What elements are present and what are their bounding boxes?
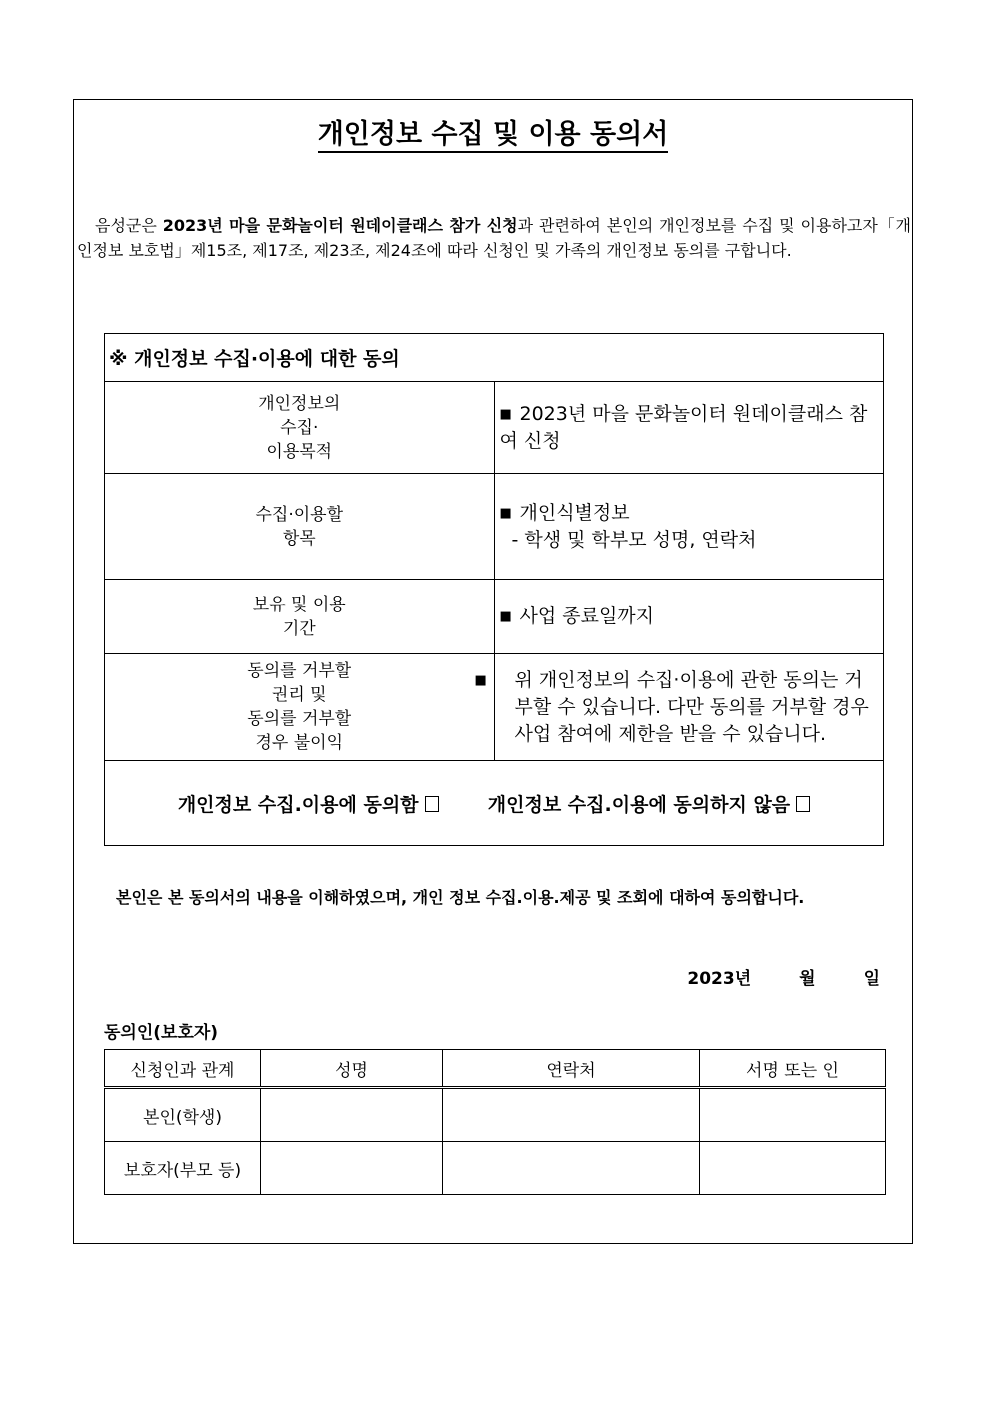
- agree-checkbox[interactable]: [425, 796, 439, 812]
- signature-cell[interactable]: [700, 1142, 886, 1195]
- document-title: 개인정보 수집 및 이용 동의서: [74, 112, 912, 151]
- consent-choice-row: [105, 761, 884, 846]
- agree-option-label: 개인정보 수집.이용에 동의함: [177, 793, 419, 816]
- name-cell[interactable]: [261, 1088, 443, 1142]
- row-label-purpose: 개인정보의 수집· 이용목적: [105, 382, 495, 474]
- col-header-contact: 연락처: [443, 1050, 700, 1088]
- row-value-period: ■ 사업 종료일까지: [494, 580, 884, 654]
- signature-cell[interactable]: [700, 1088, 886, 1142]
- table-row: [105, 580, 884, 654]
- row-label-items: 수집·이용할 항목: [105, 474, 495, 580]
- row-label-refusal: 동의를 거부할 권리 및 동의를 거부할 경우 불이익: [105, 654, 495, 761]
- date-line: 2023년 월 일: [687, 969, 880, 989]
- row-relation: 본인(학생): [105, 1088, 261, 1142]
- table-row: [105, 1088, 886, 1142]
- col-header-relation: 신청인과 관계: [105, 1050, 261, 1088]
- table-row: [105, 474, 884, 580]
- consent-statement: 본인은 본 동의서의 내용을 이해하였으며, 개인 정보 수집.이용.제공 및 조회에 대하여 동의합니다.: [116, 888, 805, 907]
- table-row: [105, 654, 884, 761]
- row-value-items: ■ 개인식별정보 - 학생 및 학부모 성명, 연락처: [494, 474, 884, 580]
- row-value-purpose: ■ 2023년 마을 문화놀이터 원데이클래스 참여 신청: [494, 382, 884, 474]
- contact-cell[interactable]: [443, 1088, 700, 1142]
- col-header-signature: 서명 또는 인: [700, 1050, 886, 1088]
- col-header-name: 성명: [261, 1050, 443, 1088]
- table-row: [105, 382, 884, 474]
- disagree-checkbox[interactable]: [796, 796, 810, 812]
- row-relation: 보호자(부모 등): [105, 1142, 261, 1195]
- signer-table: [104, 1049, 886, 1195]
- signer-section-label: 동의인(보호자): [104, 1023, 219, 1043]
- consent-form: [73, 99, 913, 1244]
- disagree-option-label: 개인정보 수집.이용에 동의하지 않음: [487, 793, 791, 816]
- row-label-period: 보유 및 이용 기간: [105, 580, 495, 654]
- name-cell[interactable]: [261, 1142, 443, 1195]
- intro-paragraph: 음성군은 2023년 마을 문화놀이터 원데이클래스 참가 신청과 관련하여 본인의 개인정보를 수집 및 이용하고자「개인정보 보호법」제15조, 제17조, 제23조, 제24조에 따라 신청인 및 가족의 개인정보 동의를 구합니다.: [77, 216, 911, 260]
- table-row: [105, 1142, 886, 1195]
- row-value-refusal: ■ 위 개인정보의 수집·이용에 관한 동의는 거부할 수 있습니다. 다만 동의를 거부할 경우 사업 참여에 제한을 받을 수 있습니다.: [494, 654, 884, 761]
- consent-table-heading: ※ 개인정보 수집·이용에 대한 동의: [105, 334, 884, 382]
- contact-cell[interactable]: [443, 1142, 700, 1195]
- consent-table: [104, 333, 884, 846]
